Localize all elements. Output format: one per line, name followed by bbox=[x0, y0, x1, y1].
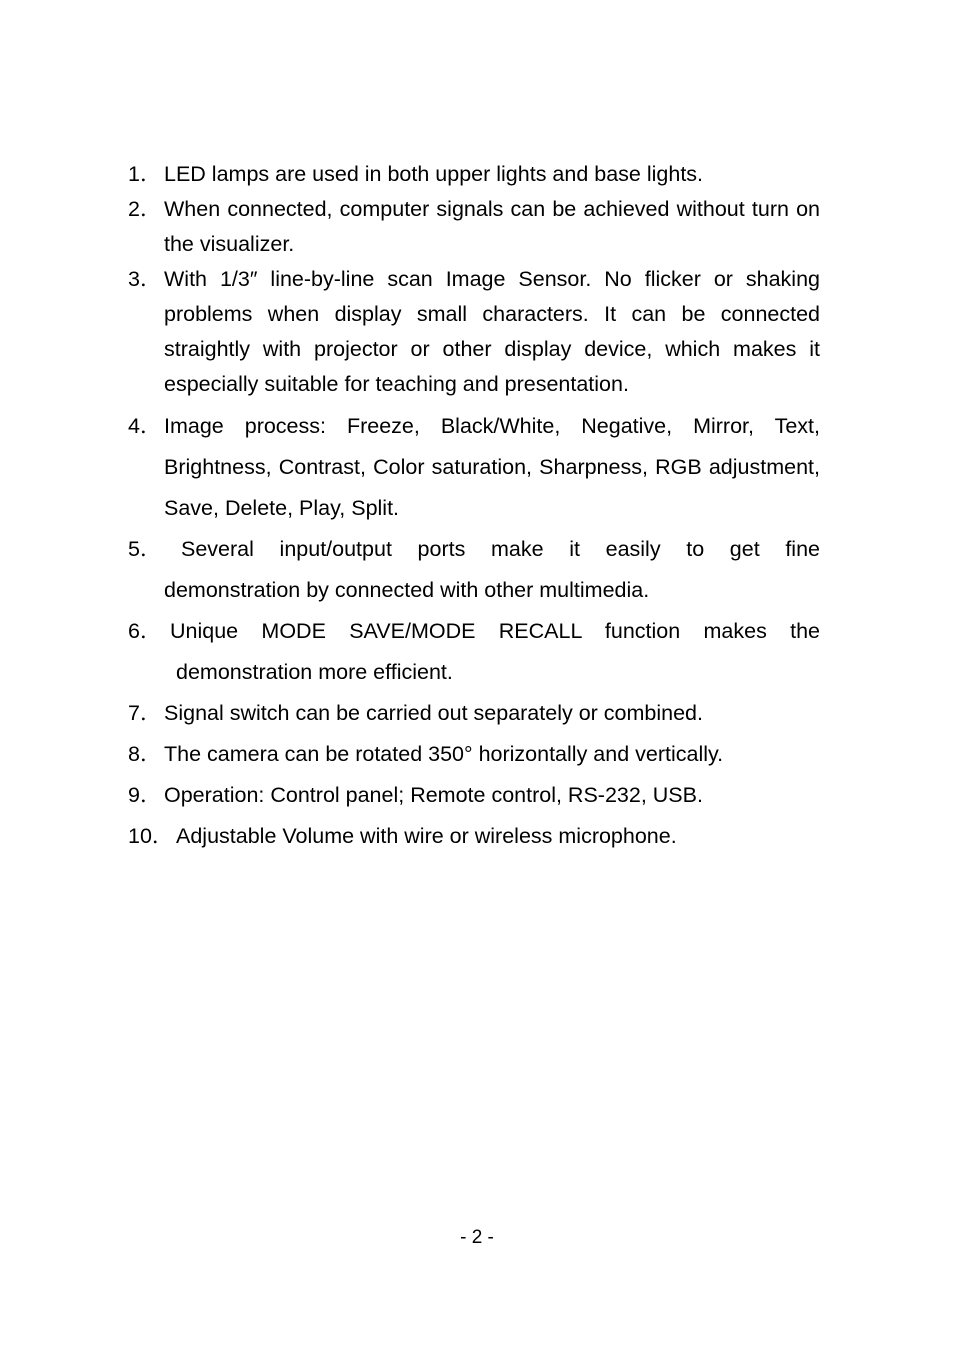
item-text: The camera can be rotated 350° horizontally and vertically. bbox=[164, 742, 724, 766]
list-item bbox=[128, 816, 820, 857]
item-number: 1． bbox=[128, 162, 162, 186]
item-text-first-line: Several input/output ports make it easily to get fine bbox=[181, 537, 820, 561]
item-text: Adjustable Volume with wire or wireless microphone. bbox=[176, 824, 677, 848]
list-item bbox=[128, 529, 820, 611]
list-item bbox=[128, 406, 820, 529]
item-number: 3． bbox=[128, 267, 162, 291]
item-text-continuation: demonstration more efficient. bbox=[176, 660, 453, 684]
feature-list bbox=[128, 157, 820, 857]
item-number: 5． bbox=[128, 537, 162, 561]
list-item bbox=[128, 734, 820, 775]
item-number: 2． bbox=[128, 197, 162, 221]
item-text: With 1/3″ line-by-line scan Image Sensor. No flicker or shaking problems when display small characters. It can be connected straightly with projector or other display device, which makes it especially suitable for teaching and presentation. bbox=[164, 267, 820, 396]
list-item bbox=[128, 157, 820, 192]
item-text: When connected, computer signals can be achieved without turn on the visualizer. bbox=[164, 197, 820, 256]
page-number: - 2 - bbox=[460, 1227, 494, 1248]
list-item bbox=[128, 693, 820, 734]
item-text: Image process: Freeze, Black/White, Negative, Mirror, Text, Brightness, Contrast, Color saturation, Sharpness, RGB adjustment, Save, Delete, Play, Split. bbox=[164, 414, 820, 520]
item-text: Signal switch can be carried out separately or combined. bbox=[164, 701, 703, 725]
item-number: 8． bbox=[128, 742, 162, 766]
item-number: 6． bbox=[128, 619, 162, 643]
list-item bbox=[128, 611, 820, 693]
item-text: LED lamps are used in both upper lights and base lights. bbox=[164, 162, 704, 186]
item-number: 4． bbox=[128, 414, 162, 438]
item-number: 9． bbox=[128, 783, 162, 807]
list-item bbox=[128, 262, 820, 402]
item-text-first-line: Unique MODE SAVE/MODE RECALL function makes the bbox=[170, 619, 820, 643]
item-number: 7． bbox=[128, 701, 162, 725]
list-item bbox=[128, 192, 820, 262]
list-item bbox=[128, 775, 820, 816]
item-text: Operation: Control panel; Remote control, RS-232, USB. bbox=[164, 783, 703, 807]
item-number: 10． bbox=[128, 824, 174, 848]
item-text-continuation: demonstration by connected with other multimedia. bbox=[164, 578, 650, 602]
